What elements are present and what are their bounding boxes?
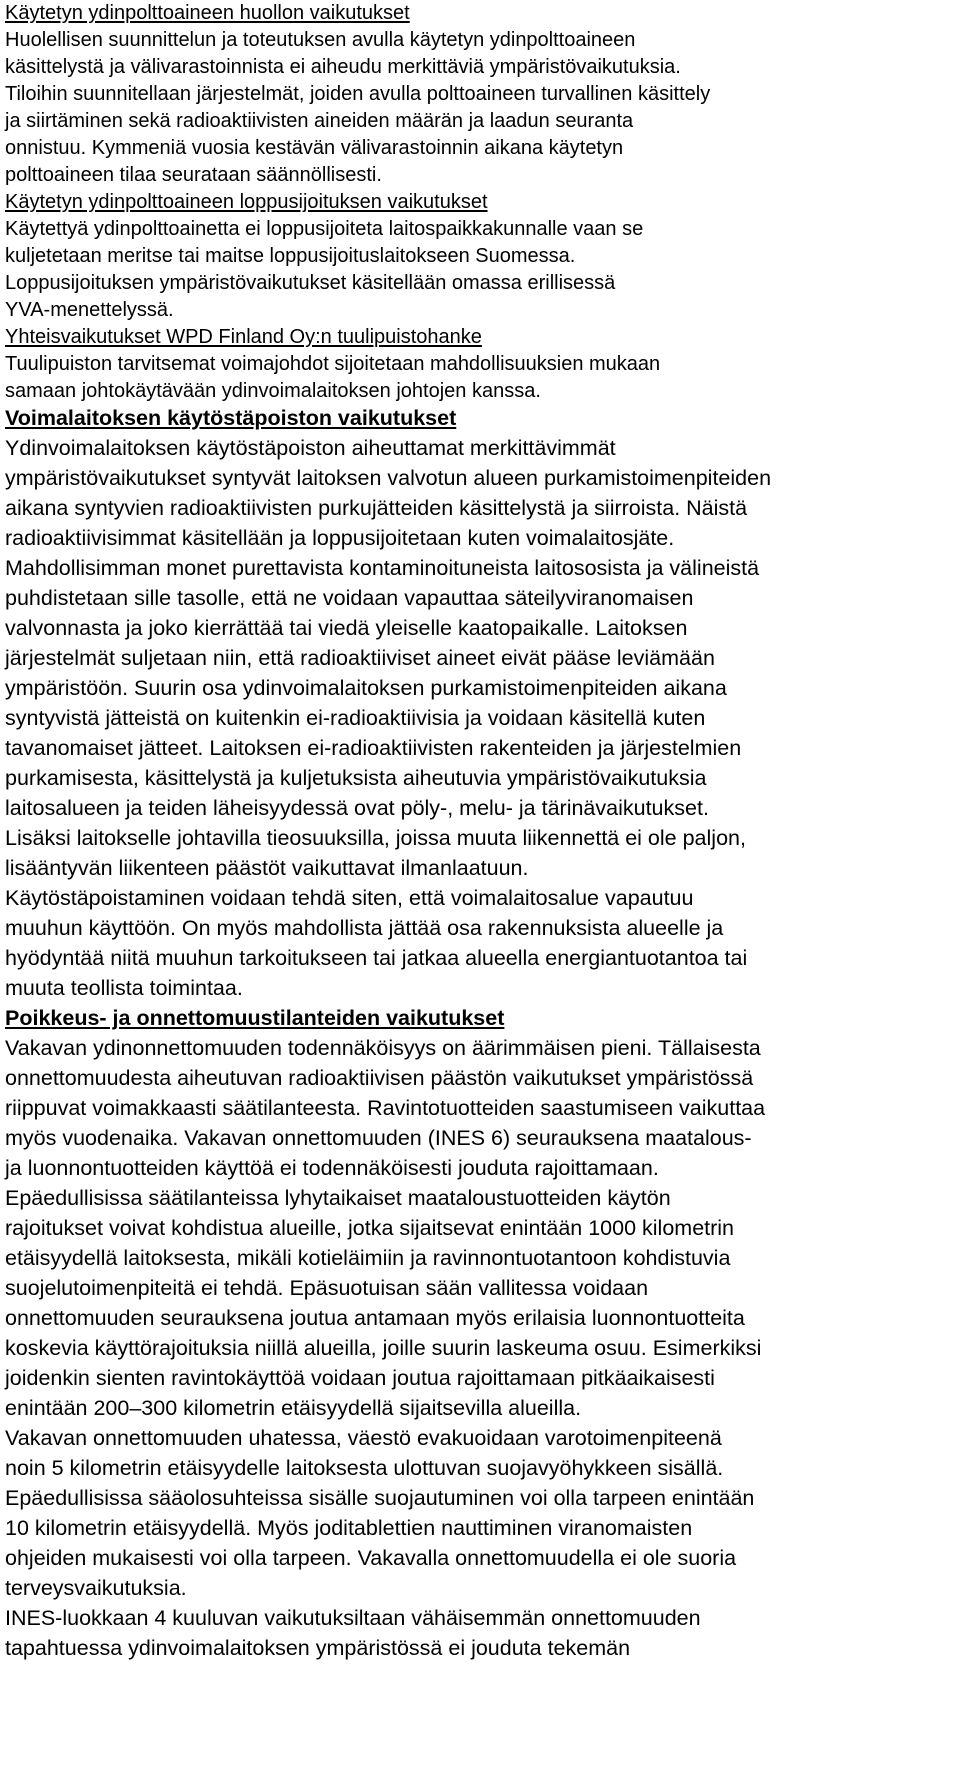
paragraph-line: 10 kilometrin etäisyydellä. Myös joditablettien nauttiminen viranomaisten	[5, 1516, 693, 1540]
paragraph-line: Epäedullisissa sääolosuhteissa sisälle suojautuminen voi olla tarpeen enintään	[5, 1486, 755, 1510]
section-heading-fuel-handling: Käytetyn ydinpolttoaineen huollon vaikutukset	[5, 2, 410, 24]
paragraph-line: onnistuu. Kymmeniä vuosia kestävän välivarastoinnin aikana käytetyn	[5, 137, 624, 159]
paragraph-line: puhdistetaan sille tasolle, että ne voidaan vapauttaa säteilyviranomaisen	[5, 586, 694, 610]
paragraph-line: ja siirtäminen sekä radioaktiivisten aineiden määrän ja laadun seuranta	[5, 110, 634, 132]
paragraph-line: myös vuodenaika. Vakavan onnettomuuden (INES 6) seurauksena maatalous-	[5, 1126, 752, 1150]
paragraph-line: laitosalueen ja teiden läheisyydessä ovat pöly-, melu- ja tärinävaikutukset.	[5, 796, 709, 820]
paragraph-line: Käytöstäpoistaminen voidaan tehdä siten, että voimalaitosalue vapautuu	[5, 886, 694, 910]
paragraph-line: polttoaineen tilaa seurataan säännöllisesti.	[5, 164, 382, 186]
paragraph-line: muuta teollista toimintaa.	[5, 976, 243, 1000]
paragraph-line: hyödyntää niitä muuhun tarkoitukseen tai jatkaa alueella energiantuotantoa tai	[5, 946, 748, 970]
paragraph-line: aikana syntyvien radioaktiivisten purkujätteiden käsittelystä ja siirroista. Näistä	[5, 496, 748, 520]
paragraph-line: Huolellisen suunnittelun ja toteutuksen avulla käytetyn ydinpolttoaineen	[5, 29, 636, 51]
paragraph-line: tapahtuessa ydinvoimalaitoksen ympäristössä ei jouduta tekemän	[5, 1636, 631, 1660]
paragraph-line: ohjeiden mukaisesti voi olla tarpeen. Vakavalla onnettomuudella ei ole suoria	[5, 1546, 737, 1570]
paragraph-line: järjestelmät suljetaan niin, että radioaktiiviset aineet eivät pääse leviämään	[5, 646, 715, 670]
paragraph-line: purkamisesta, käsittelystä ja kuljetuksista aiheutuvia ympäristövaikutuksia	[5, 766, 707, 790]
paragraph-line: kuljetetaan meritse tai maitse loppusijoituslaitokseen Suomessa.	[5, 245, 576, 267]
paragraph-line: onnettomuudesta aiheutuvan radioaktiivisen päästön vaikutukset ympäristössä	[5, 1066, 754, 1090]
paragraph-line: YVA-menettelyssä.	[5, 299, 174, 321]
paragraph-line: terveysvaikutuksia.	[5, 1576, 187, 1600]
paragraph-line: joidenkin sienten ravintokäyttöä voidaan joutua rajoittamaan pitkäaikaisesti	[5, 1366, 715, 1390]
paragraph-line: syntyvistä jätteistä on kuitenkin ei-radioaktiivisia ja voidaan käsitellä kuten	[5, 706, 706, 730]
paragraph-line: radioaktiivisimmat käsitellään ja loppusijoitetaan kuten voimalaitosjäte.	[5, 526, 675, 550]
paragraph-line: riippuvat voimakkaasti säätilanteesta. Ravintotuotteiden saastumiseen vaikuttaa	[5, 1096, 766, 1120]
section-heading-accidents: Poikkeus- ja onnettomuustilanteiden vaikutukset	[5, 1006, 505, 1030]
paragraph-line: koskevia käyttörajoituksia niillä alueilla, joille suurin laskeuma osuu. Esimerkiksi	[5, 1336, 762, 1360]
paragraph-line: Tiloihin suunnitellaan järjestelmät, joiden avulla polttoaineen turvallinen käsittely	[5, 83, 711, 105]
paragraph-line: enintään 200–300 kilometrin etäisyydellä sijaitsevilla alueilla.	[5, 1396, 582, 1420]
paragraph-line: ja luonnontuotteiden käyttöä ei todennäköisesti jouduta rajoittamaan.	[5, 1156, 659, 1180]
paragraph-line: Mahdollisimman monet purettavista kontaminoituneista laitososista ja välineistä	[5, 556, 760, 580]
paragraph-line: INES-luokkaan 4 kuuluvan vaikutuksiltaan vähäisemmän onnettomuuden	[5, 1606, 701, 1630]
paragraph-line: Vakavan ydinonnettomuuden todennäköisyys on äärimmäisen pieni. Tällaisesta	[5, 1036, 761, 1060]
paragraph-line: Ydinvoimalaitoksen käytöstäpoiston aiheuttamat merkittävimmät	[5, 436, 616, 460]
section-heading-decommissioning: Voimalaitoksen käytöstäpoiston vaikutukset	[5, 406, 457, 430]
section-heading-wind-park: Yhteisvaikutukset WPD Finland Oy:n tuulipuistohanke	[5, 326, 482, 348]
paragraph-line: rajoitukset voivat kohdistua alueille, jotka sijaitsevat enintään 1000 kilometrin	[5, 1216, 735, 1240]
paragraph-line: Loppusijoituksen ympäristövaikutukset käsitellään omassa erillisessä	[5, 272, 616, 294]
paragraph-line: Epäedullisissa säätilanteissa lyhytaikaiset maataloustuotteiden käytön	[5, 1186, 671, 1210]
paragraph-line: muuhun käyttöön. On myös mahdollista jättää osa rakennuksista alueelle ja	[5, 916, 724, 940]
paragraph-line: ympäristövaikutukset syntyvät laitoksen valvotun alueen purkamistoimenpiteiden	[5, 466, 772, 490]
paragraph-line: samaan johtokäytävään ydinvoimalaitoksen johtojen kanssa.	[5, 380, 541, 402]
paragraph-line: onnettomuuden seurauksena joutua antamaan myös erilaisia luonnontuotteita	[5, 1306, 745, 1330]
paragraph-line: noin 5 kilometrin etäisyydelle laitoksesta ulottuvan suojavyöhykkeen sisällä.	[5, 1456, 724, 1480]
paragraph-line: valvonnasta ja joko kierrättää tai viedä yleiselle kaatopaikalle. Laitoksen	[5, 616, 688, 640]
paragraph-line: etäisyydellä laitoksesta, mikäli kotieläimiin ja ravinnontuotantoon kohdistuvia	[5, 1246, 731, 1270]
paragraph-line: tavanomaiset jätteet. Laitoksen ei-radioaktiivisten rakenteiden ja järjestelmien	[5, 736, 742, 760]
paragraph-line: Lisäksi laitokselle johtavilla tieosuuksilla, joissa muuta liikennettä ei ole paljon,	[5, 826, 746, 850]
paragraph-line: käsittelystä ja välivarastoinnista ei aiheudu merkittäviä ympäristövaikutuksia.	[5, 56, 681, 78]
paragraph-line: suojelutoimenpiteitä ei tehdä. Epäsuotuisan sään vallitessa voidaan	[5, 1276, 649, 1300]
paragraph-line: ympäristöön. Suurin osa ydinvoimalaitoksen purkamistoimenpiteiden aikana	[5, 676, 727, 700]
paragraph-line: Käytettyä ydinpolttoainetta ei loppusijoiteta laitospaikkakunnalle vaan se	[5, 218, 644, 240]
paragraph-line: lisääntyvän liikenteen päästöt vaikuttavat ilmanlaatuun.	[5, 856, 529, 880]
paragraph-line: Vakavan onnettomuuden uhatessa, väestö evakuoidaan varotoimenpiteenä	[5, 1426, 722, 1450]
section-heading-final-disposal: Käytetyn ydinpolttoaineen loppusijoituksen vaikutukset	[5, 191, 488, 213]
paragraph-line: Tuulipuiston tarvitsemat voimajohdot sijoitetaan mahdollisuuksien mukaan	[5, 353, 661, 375]
